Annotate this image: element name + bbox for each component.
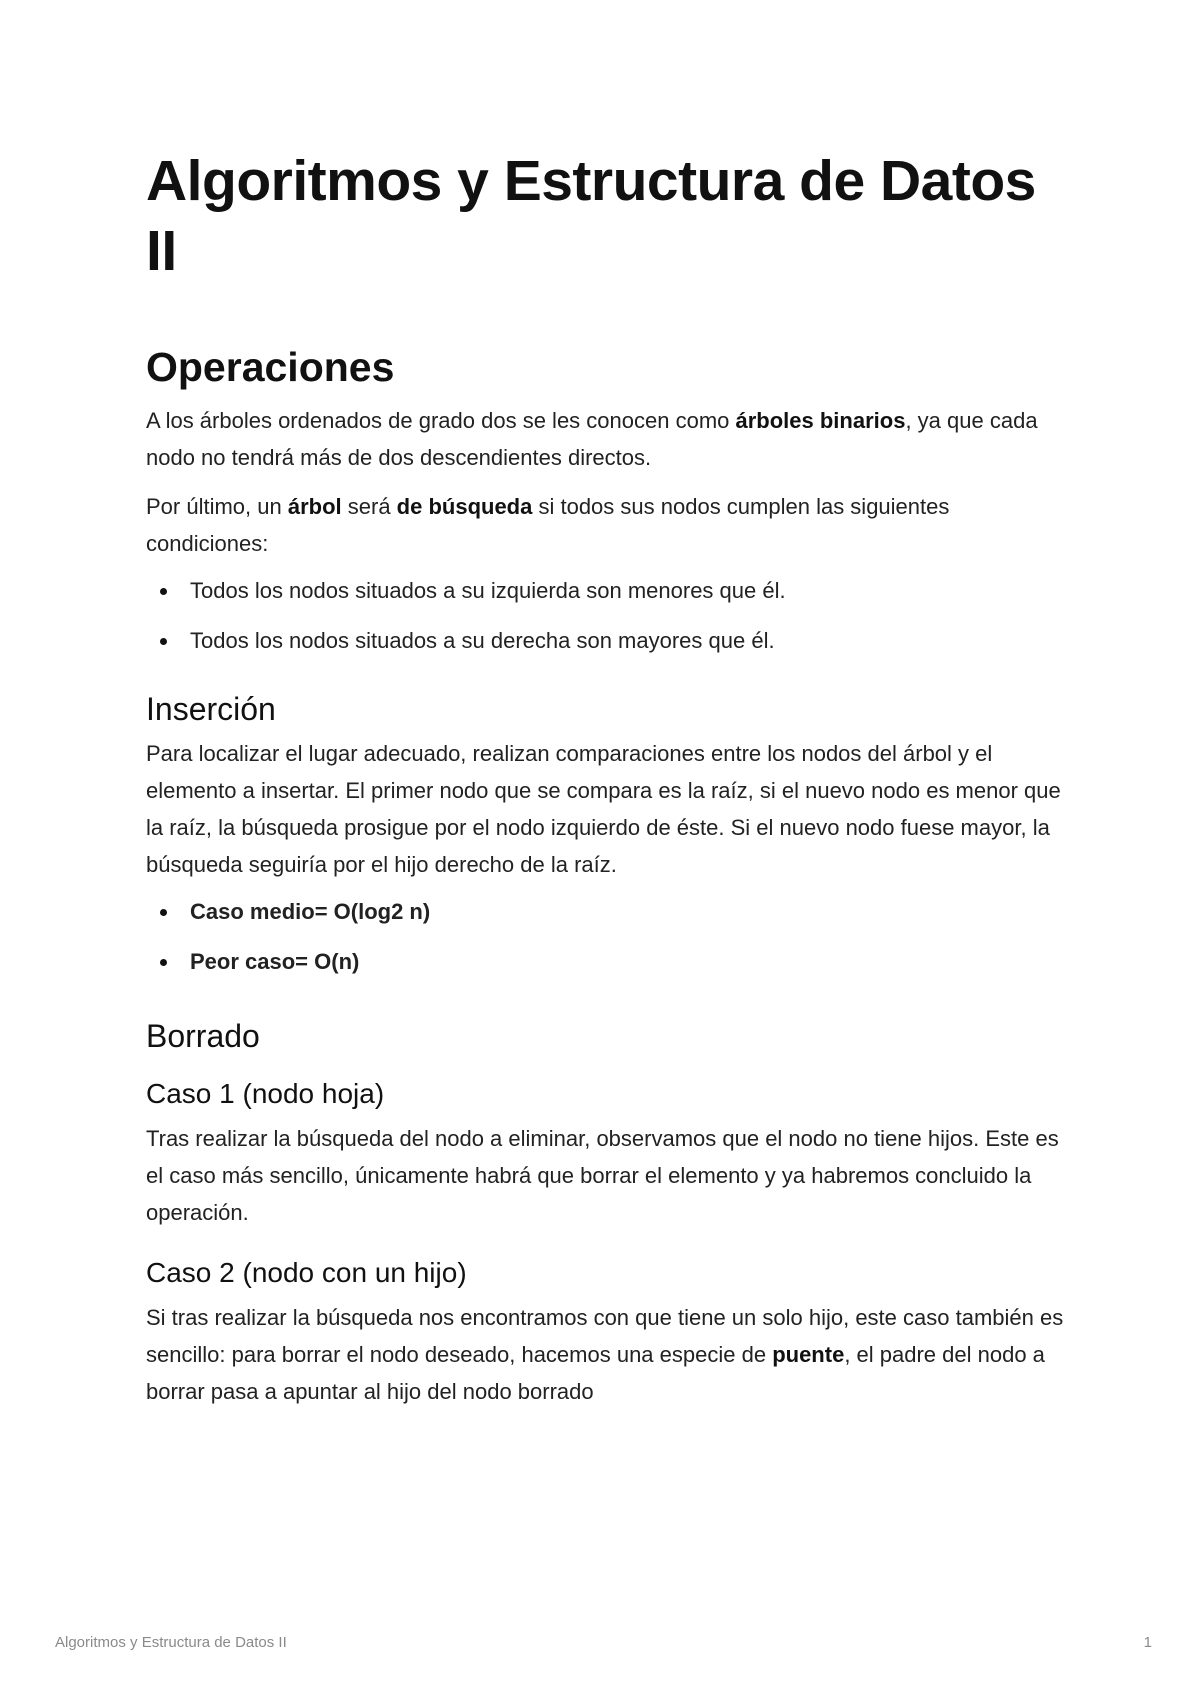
footer-title: Algoritmos y Estructura de Datos II: [55, 1634, 287, 1651]
paragraph-arbol-busqueda: Por último, un árbol será de búsqueda si todos sus nodos cumplen las siguientes condiciones:: [146, 494, 950, 556]
subheading-caso-1: Caso 1 (nodo hoja): [146, 1078, 385, 1109]
section-heading-insercion: Inserción: [146, 691, 276, 727]
paragraph-caso-1: Tras realizar la búsqueda del nodo a eliminar, observamos que el nodo no tiene hijos. Este es el caso más sencillo, únicamente habrá que borrar el elemento y ya habremos concluido la operación.: [146, 1126, 1059, 1225]
list-item: Todos los nodos situados a su derecha son mayores que él.: [190, 622, 1066, 659]
bold-puente: puente: [772, 1342, 845, 1367]
paragraph-caso-2: Si tras realizar la búsqueda nos encontramos con que tiene un solo hijo, este caso también es sencillo: para borrar el nodo deseado, hacemos una especie de puente, el padre del nodo a borrar pasa a apuntar al hijo del nodo borrado: [146, 1305, 1064, 1404]
list-item: Caso medio= O(log2 n): [190, 893, 1066, 930]
subheading-caso-2: Caso 2 (nodo con un hijo): [146, 1257, 467, 1288]
bold-arboles-binarios: árboles binarios: [735, 408, 906, 433]
section-heading-operaciones: Operaciones: [146, 344, 395, 390]
bold-arbol: árbol: [287, 494, 342, 519]
list-item: Peor caso= O(n): [190, 943, 1066, 980]
footer-page-number: 1: [1143, 1634, 1152, 1651]
bold-de-busqueda: de búsqueda: [396, 494, 533, 519]
paragraph-insercion: Para localizar el lugar adecuado, realizan comparaciones entre los nodos del árbol y el elemento a insertar. El primer nodo que se compara es la raíz, si el nuevo nodo es menor que la raíz, la búsqueda prosigue por el nodo izquierdo de éste. Si el nuevo nodo fuese mayor, la búsqueda seguiría por el hijo derecho de la raíz.: [146, 741, 1061, 877]
conditions-list: [146, 572, 1066, 659]
section-heading-borrado: Borrado: [146, 1018, 260, 1054]
document-content: [146, 142, 1066, 1410]
paragraph-arboles-binarios: A los árboles ordenados de grado dos se les conocen como árboles binarios, ya que cada nodo no tendrá más de dos descendientes directos.: [146, 408, 1038, 470]
document-title: Algoritmos y Estructura de Datos II: [146, 149, 1036, 283]
list-item: Todos los nodos situados a su izquierda son menores que él.: [190, 572, 1066, 609]
complexity-list: [146, 893, 1066, 980]
